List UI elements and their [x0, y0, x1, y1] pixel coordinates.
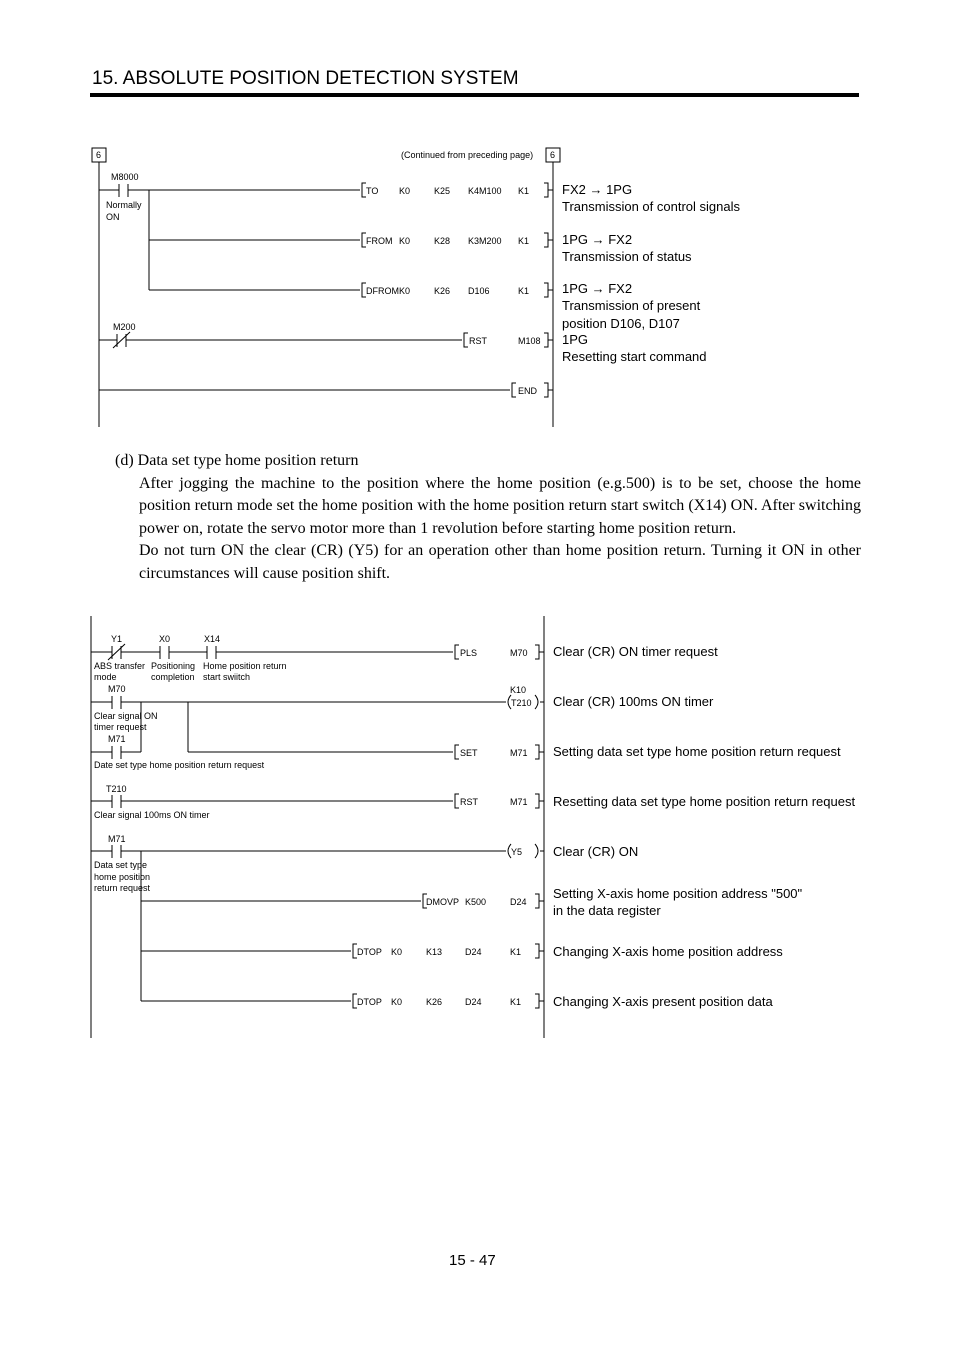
comment-line: in the data register: [553, 903, 661, 918]
contact-label: M71: [108, 734, 126, 744]
comment-line: Transmission of control signals: [562, 199, 740, 214]
contact-comment: Home position return: [203, 661, 287, 671]
comment-line: Resetting start command: [562, 349, 707, 364]
contact-comment: mode: [94, 672, 117, 682]
contact-comment: ON: [106, 212, 120, 222]
comment-line: Clear (CR) ON: [553, 844, 639, 859]
comment-line: Setting data set type home position return request: [553, 744, 841, 759]
contact-label: X14: [204, 634, 221, 644]
contact-comment: start swiitch: [203, 672, 251, 682]
contact-label: T210: [106, 784, 127, 794]
instruction-name: RST: [469, 336, 487, 346]
continued-note: (Continued from preceding page): [401, 150, 534, 160]
instruction-name: DMOVP: [426, 897, 460, 907]
instruction-name: END: [518, 386, 538, 396]
operand: M70: [510, 648, 528, 658]
contact-comment: Clear signal 100ms ON timer: [94, 810, 210, 820]
operand: K0: [399, 186, 411, 196]
comment-line: Setting X-axis home position address "500": [553, 886, 803, 901]
comment-line: Transmission of status: [562, 249, 692, 264]
operand: D24: [510, 897, 527, 907]
instruction-name: DTOP: [357, 997, 382, 1007]
contact-comment: Normally: [106, 200, 142, 210]
operand: K10: [510, 685, 527, 695]
contact-comment: Date set type home position return request: [94, 760, 265, 770]
contact-label: Y1: [111, 634, 123, 644]
comment-line: 1PG → FX2: [562, 232, 633, 247]
operand: K1: [518, 236, 530, 246]
instruction-name: DTOP: [357, 947, 382, 957]
comment-line: position D106, D107: [562, 316, 680, 331]
section-d: [115, 450, 861, 585]
coil-name: Y5: [511, 847, 523, 857]
page-number: 15 - 47: [449, 1252, 496, 1269]
connector-label-left: 6: [96, 150, 102, 160]
operand: K28: [434, 236, 451, 246]
contact-comment: timer request: [94, 722, 147, 732]
operand: D106: [468, 286, 490, 296]
operand: M108: [518, 336, 541, 346]
contact-comment: return request: [94, 883, 151, 893]
instruction-name: DFROMK0: [366, 286, 411, 296]
operand: K26: [434, 286, 451, 296]
operand: K500: [465, 897, 487, 907]
comment-line: Changing X-axis home position address: [553, 944, 783, 959]
operand: D24: [465, 947, 482, 957]
contact-comment: Positioning: [151, 661, 196, 671]
page-title: 15. ABSOLUTE POSITION DETECTION SYSTEM: [92, 68, 519, 89]
operand: M71: [510, 797, 528, 807]
contact-label: M70: [108, 684, 126, 694]
comment-line: Changing X-axis present position data: [553, 994, 773, 1009]
operand: K3M200: [468, 236, 502, 246]
comment-line: Clear (CR) ON timer request: [553, 644, 718, 659]
instruction-name: SET: [460, 748, 478, 758]
contact-label: X0: [159, 634, 171, 644]
contact-label: M8000: [111, 172, 139, 182]
contact-comment: home position: [94, 872, 151, 882]
coil-name: T210: [511, 698, 532, 708]
operand: K25: [434, 186, 451, 196]
comment-line: Transmission of present: [562, 298, 701, 313]
operand: M71: [510, 748, 528, 758]
comment-line: Resetting data set type home position return request: [553, 794, 856, 809]
instruction-name: FROM: [366, 236, 393, 246]
comment-line: 1PG → FX2: [562, 281, 633, 296]
contact-comment: Clear signal ON: [94, 711, 158, 721]
comment-line: FX2 → 1PG: [562, 182, 633, 197]
contact-comment: ABS transfer: [94, 661, 146, 671]
operand: K13: [426, 947, 443, 957]
paragraph: Do not turn ON the clear (CR) (Y5) for an operation other than home position return. Turning it ON in other circumstances will cause position shift.: [139, 542, 861, 582]
operand: K4M100: [468, 186, 502, 196]
instruction-name: RST: [460, 797, 478, 807]
comment-line: 1PG: [562, 332, 589, 347]
operand: K1: [518, 186, 530, 196]
instruction-name: TO: [366, 186, 379, 196]
contact-label: M71: [108, 834, 126, 844]
contact-comment: Data set type: [94, 860, 148, 870]
contact-comment: completion: [151, 672, 195, 682]
operand: K0: [391, 947, 403, 957]
operand: K1: [518, 286, 530, 296]
operand: K0: [399, 236, 411, 246]
operand: K0: [391, 997, 403, 1007]
section-heading: (d) Data set type home position return: [115, 452, 359, 469]
comment-line: Clear (CR) 100ms ON timer: [553, 694, 714, 709]
connector-label-right: 6: [550, 150, 556, 160]
operand: K26: [426, 997, 443, 1007]
instruction-name: PLS: [460, 648, 478, 658]
contact-label: M200: [113, 322, 136, 332]
paragraph: After jogging the machine to the position where the home position (e.g.500) is to be set, choose the home position return mode set the home position with the home position return start switch (X14) ON. After switching power on, rotate the servo motor more than 1 revolution before starting home position return.: [139, 474, 861, 537]
operand: K1: [510, 947, 522, 957]
operand: D24: [465, 997, 482, 1007]
operand: K1: [510, 997, 522, 1007]
